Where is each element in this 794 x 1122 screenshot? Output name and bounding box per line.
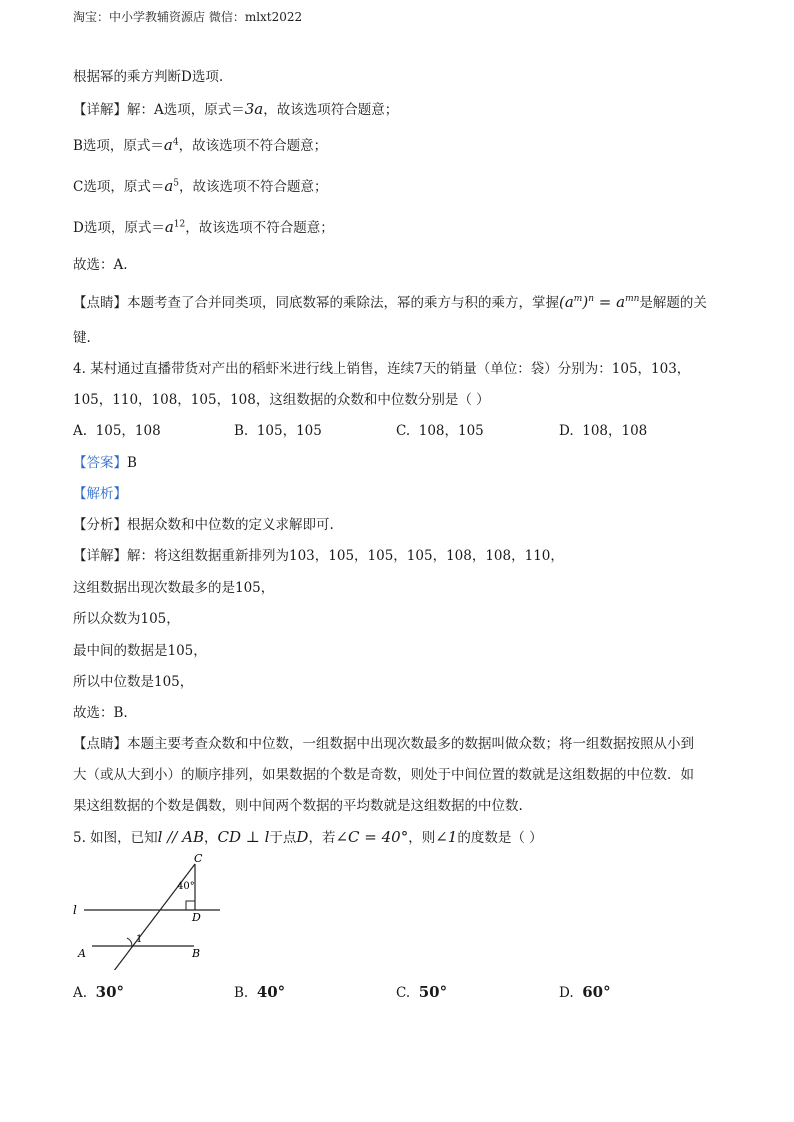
q4-answer bbox=[73, 454, 137, 472]
option-text: ，故该选项不符合题意； bbox=[185, 220, 334, 236]
q3-review-cont: 键. bbox=[73, 330, 91, 346]
q3-option-b bbox=[73, 136, 327, 155]
q4-option-a: A. 105，108 bbox=[73, 423, 161, 439]
q5-geometry-figure bbox=[70, 850, 230, 970]
review-formula: $(a^m)^n = a^{mn}$ bbox=[559, 293, 640, 311]
q4-review3: 果这组数据的个数是偶数，则中间两个数据的平均数就是这组数据的中位数. bbox=[73, 798, 523, 814]
angle-1-expr: ∠1 bbox=[435, 828, 458, 846]
point-d: D bbox=[296, 828, 309, 846]
math-exponent: 12 bbox=[173, 219, 186, 230]
angle-1-arc bbox=[127, 938, 132, 946]
transversal-line bbox=[104, 864, 195, 970]
page-header: 淘宝：中小学教辅资源店 微信：mlxt2022 bbox=[73, 10, 303, 24]
q4-stem-line1: 4. 某村通过直播带货对产出的稻虾米进行线上销售，连续7天的销量（单位：袋）分别为：105，103， bbox=[73, 361, 691, 377]
q3-option-c bbox=[73, 177, 328, 196]
option-text: ，故该选项不符合题意； bbox=[179, 179, 328, 195]
answer-tag: 【答案】 bbox=[73, 455, 127, 471]
option-text: ，故该选项不符合题意； bbox=[178, 138, 328, 154]
label-d: D bbox=[192, 911, 201, 924]
angle-c-expr: ∠C = 40° bbox=[335, 828, 409, 846]
label-1: 1 bbox=[136, 934, 143, 945]
q4-choose: 故选：B. bbox=[73, 705, 128, 721]
q3-line1: 根据幂的乘方判断D选项. bbox=[73, 69, 224, 85]
parallel-expr: l // AB bbox=[157, 828, 204, 846]
q4-detail1 bbox=[73, 547, 564, 565]
q4-option-c: C. 108，105 bbox=[396, 423, 484, 439]
review-tag: 【点睛】 bbox=[73, 295, 127, 311]
review-tag: 【点睛】 bbox=[73, 736, 127, 752]
math-exponent: 5 bbox=[173, 178, 180, 189]
q4-detail4: 最中间的数据是105， bbox=[73, 643, 207, 659]
label-a: A bbox=[78, 947, 86, 960]
q4-option-b: B. 105，105 bbox=[234, 423, 322, 439]
q4-detail5: 所以中位数是105， bbox=[73, 674, 194, 690]
perp-expr: CD ⊥ l bbox=[217, 828, 270, 846]
label-b: B bbox=[192, 947, 201, 960]
q3-detail-a bbox=[73, 100, 398, 119]
option-text: D选项，原式＝ bbox=[73, 220, 165, 236]
q3-review bbox=[73, 293, 707, 312]
q3-choose: 故选：A. bbox=[73, 257, 128, 273]
q4-option-d: D. 108，108 bbox=[559, 423, 648, 439]
q5-stem: 5. 如图，已知l // AB，CD ⊥ l于点D，若∠C = 40°，则∠1的度数是（ ） bbox=[73, 828, 543, 846]
detail-text: ，故该选项符合题意； bbox=[263, 102, 399, 118]
review-text: 本题考查了合并同类项，同底数幂的乘除法，幂的乘方与积的乘方，掌握 bbox=[127, 295, 559, 311]
option-text: B选项，原式＝ bbox=[73, 138, 164, 154]
fenxi-text: 根据众数和中位数的定义求解即可. bbox=[127, 517, 334, 533]
label-40deg: 40° bbox=[177, 881, 195, 892]
detail-text: 解：将这组数据重新排列为103，105，105，105，108，108，110， bbox=[127, 548, 564, 564]
answer-value: B bbox=[127, 455, 137, 471]
detail-text: 解：A选项，原式＝ bbox=[127, 102, 245, 118]
q4-detail2: 这组数据出现次数最多的是105， bbox=[73, 580, 275, 596]
math-base: a bbox=[163, 136, 173, 154]
q5-option-b: B. 40° bbox=[234, 983, 286, 1001]
q4-stem-line2: 105，110，108，105，108，这组数据的众数和中位数分别是（ ） bbox=[73, 392, 490, 408]
right-angle-mark bbox=[186, 901, 195, 910]
q5-option-c: C. 50° bbox=[396, 983, 448, 1001]
detail-tag: 【详解】 bbox=[73, 548, 127, 564]
review-text: 是解题的关 bbox=[639, 295, 707, 311]
q5-option-d: D. 60° bbox=[559, 983, 611, 1001]
detail-tag: 【详解】 bbox=[73, 102, 127, 118]
q4-detail3: 所以众数为105， bbox=[73, 611, 180, 627]
q4-fenxi bbox=[73, 516, 334, 534]
label-l: l bbox=[73, 903, 77, 917]
fenxi-tag: 【分析】 bbox=[73, 517, 127, 533]
q4-analysis-tag: 【解析】 bbox=[73, 486, 127, 502]
math-exponent: 4 bbox=[172, 137, 179, 148]
math-expression: 3a bbox=[244, 100, 264, 118]
option-text: C选项，原式＝ bbox=[73, 179, 165, 195]
label-c: C bbox=[194, 852, 203, 865]
q4-review2: 大（或从大到小）的顺序排列，如果数据的个数是奇数，则处于中间位置的数就是这组数据的中位数．如 bbox=[73, 767, 694, 783]
math-base: a bbox=[164, 177, 174, 195]
q5-option-a: A. 30° bbox=[73, 983, 125, 1001]
review-text: 本题主要考查众数和中位数，一组数据中出现次数最多的数据叫做众数；将一组数据按照从小到 bbox=[127, 736, 694, 752]
q3-option-d bbox=[73, 218, 334, 237]
math-base: a bbox=[164, 218, 174, 236]
q4-review1 bbox=[73, 735, 694, 753]
